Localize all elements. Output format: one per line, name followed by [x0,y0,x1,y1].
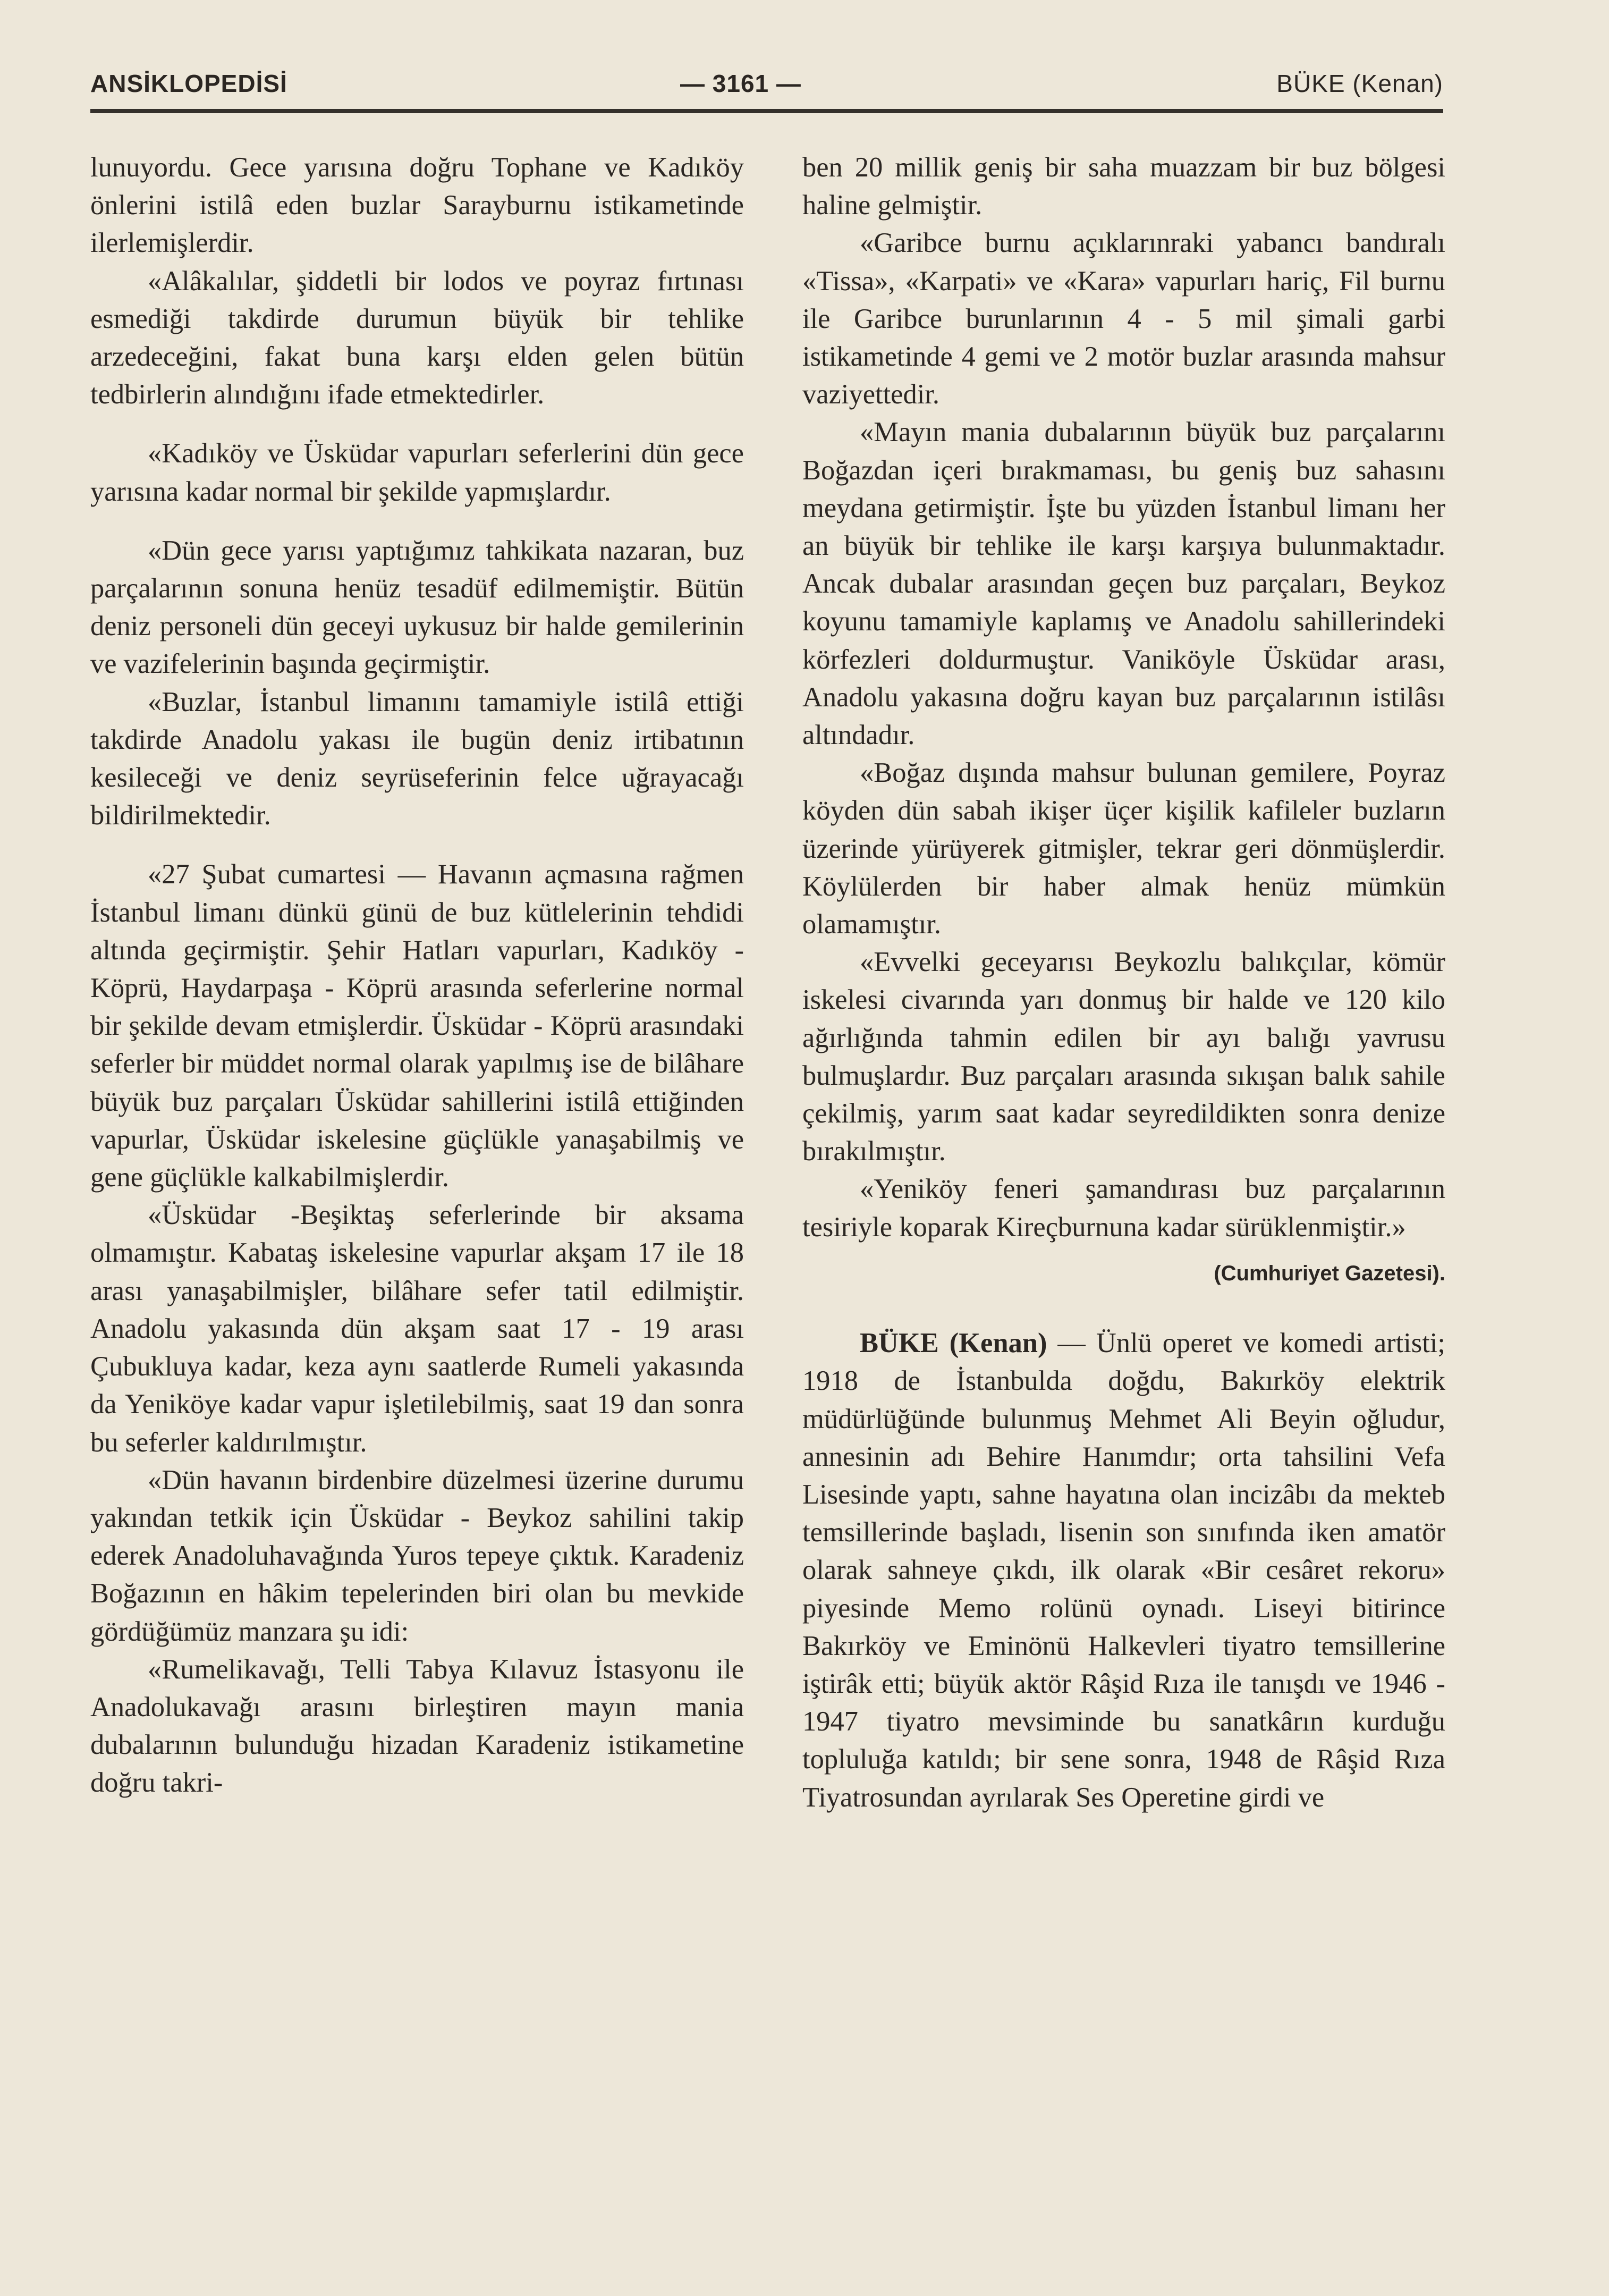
paragraph: «Mayın mania dubalarının büyük buz parçalarını Boğazdan içeri bırakmaması, bu geniş buz sahasını meydana getirmiştir. İşte bu yüzden İstanbul limanı her an büyük bir tehlike ile karşı karşıya bulunmaktadır. Ancak dubalar arasından geçen buz parçaları, Beykoz koyunu tamamiyle kaplamış ve Anadolu sahillerindeki körfezleri doldurmuştur. Vaniköyle Üsküdar arası, Anadolu yakasına doğru kayan buz parçalarının istilâsı altındadır. [802,417,1445,751]
entry-headword: BÜKE (Kenan) [860,1328,1047,1359]
right-column [802,149,1445,1817]
paragraph: «Buzlar, İstanbul limanını tamamiyle istilâ ettiği takdirde Anadolu yakası ile bugün deniz irtibatının kesileceği ve deniz seyrüseferinin felce uğrayacağı bildirilmektedir. [90,686,744,831]
paragraph: «27 Şubat cumartesi — Havanın açmasına rağmen İstanbul limanı dünkü günü de buz kütlelerinin tehdidi altında geçirmiştir. Şehir Hatları vapurları, Kadıköy - Köprü, Haydarpaşa - Köprü arasında seferlerine normal bir şekilde devam etmişlerdir. Üsküdar - Köprü arasındaki seferler bir müddet normal olarak yapılmış ise de bilâhare büyük buz parçaları Üsküdar sahillerini istilâ ettiğinden vapurlar, Üsküdar iskelesine güçlükle yanaşabilmiş ve gene güçlükle kalkabilmişlerdir. [90,859,744,1193]
paragraph: ben 20 millik geniş bir saha muazzam bir buz bölgesi haline gelmiştir. [802,152,1445,221]
header-rule-right [1146,109,1443,113]
paragraph: lunuyordu. Gece yarısına doğru Tophane ve Kadıköy önlerini istilâ eden buzlar Sarayburnu istikametinde ilerlemişlerdir. [90,152,744,259]
paragraph: «Garibce burnu açıklarınraki yabancı bandıralı «Tissa», «Karpati» ve «Kara» vapurları hariç, Fil burnu ile Garibce burunlarının 4 - 5 mil şimali garbi istikametinde 4 gemi ve 2 motör buzlar arasında mahsur vaziyettedir. [802,227,1445,410]
paragraph: «Rumelikavağı, Telli Tabya Kılavuz İstasyonu ile Anadolukavağı arasını birleştiren mayın mania dubalarının bulunduğu hizadan Karadeniz istikametine doğru takri- [90,1653,744,1799]
paragraph: «Evvelki geceyarısı Beykozlu balıkçılar, kömür iskelesi civarında yarı donmuş bir halde ve 120 kilo ağırlığında tahmin edilen bir ayı balığı yavrusu bulmuşlardır. Buz parçaları arasında sıkışan balık sahile çekilmiş, yarım saat kadar seyredildikten sonra denize bırakılmıştır. [802,947,1445,1167]
encyclopedia-entry [802,1324,1445,1817]
left-column [90,149,744,1802]
header-left-title: ANSİKLOPEDİSİ [90,70,287,97]
paragraph: «Alâkalılar, şiddetli bir lodos ve poyraz fırtınası esmediği takdirde durumun büyük bir tehlike arzedeceğini, fakat buna karşı elden gelen bütün tedbirlerin alındığını ifade etmektedirler. [90,265,744,410]
entry-spacer [802,1293,1445,1324]
paragraph: «Kadıköy ve Üsküdar vapurları seferlerini dün gece yarısına kadar normal bir şekilde yapmışlardır. [90,438,744,507]
header-right-title: BÜKE (Kenan) [1276,70,1443,97]
paragraph: «Boğaz dışında mahsur bulunan gemilere, Poyraz köyden dün sabah ikişer üçer kişilik kafileler buzların üzerinde yürüyerek gitmişler, tekrar geri dönmüşlerdir. Köylülerden bir haber almak henüz mümkün olamamıştır. [802,757,1445,940]
paragraph: «Dün gece yarısı yaptığımız tahkikata nazaran, buz parçalarının sonuna henüz tesadüf edilmemiştir. Bütün deniz personeli dün geceyi uykusuz bir halde gemilerinin ve vazifelerinin başında geçirmiştir. [90,535,744,680]
paragraph: «Dün havanın birdenbire düzelmesi üzerine durumu yakından tetkik için Üsküdar - Beykoz sahilini takip ederek Anadoluhavağında Yuros tepeye çıktık. Karadeniz Boğazının en hâkim tepelerinden biri olan bu mevkide gördüğümüz manzara şu idi: [90,1464,744,1647]
paragraph: «Yeniköy feneri şamandırası buz parçalarının tesiriyle koparak Kireçburnuna kadar sürüklenmiştir.» [802,1174,1445,1243]
running-header [90,63,1443,95]
source-citation: (Cumhuriyet Gazetesi). [1214,1261,1445,1285]
paragraph: «Üsküdar -Beşiktaş seferlerinde bir aksama olmamıştır. Kabataş iskelesine vapurlar akşam 17 ile 18 arası yanaşabilmişler, bilâhare sefer tatil edilmiştir. Anadolu yakasında dün akşam saat 17 - 19 arası Çubukluya kadar, keza aynı saatlerde Rumeli yakasında da Yeniköye kadar vapur işletilebilmiş, saat 19 dan sonra bu seferler kaldırılmıştır. [90,1200,744,1458]
header-rule [90,109,1154,113]
entry-body: — Ünlü operet ve komedi artisti; 1918 de İstanbulda doğdu, Bakırköy elektrik müdürlüğünde bulunmuş Mehmet Ali Beyin oğludur, annesinin adı Behire Hanımdır; orta tahsilini Vefa Lisesinde yaptı, sahne hayatına olan incizâbı da mekteb temsillerinde başladı, lisenin son sınıfında iken amatör olarak sahneye çıkdı, ilk olarak «Bir cesâret rekoru» piyesinde Memo rolünü oynadı. Liseyi bitirince Bakırköy ve Eminönü Halkevleri tiyatro temsillerine iştirâk etti; büyük aktör Râşid Rıza ile tanışdı ve 1946 - 1947 tiyatro mevsiminde bu sanatkârın kurduğu topluluğa katıldı; bir sene sonra, 1948 de Râşid Rıza Tiyatrosundan ayrılarak Ses Operetine girdi ve [802,1328,1445,1813]
page-number: — 3161 — [680,70,801,97]
